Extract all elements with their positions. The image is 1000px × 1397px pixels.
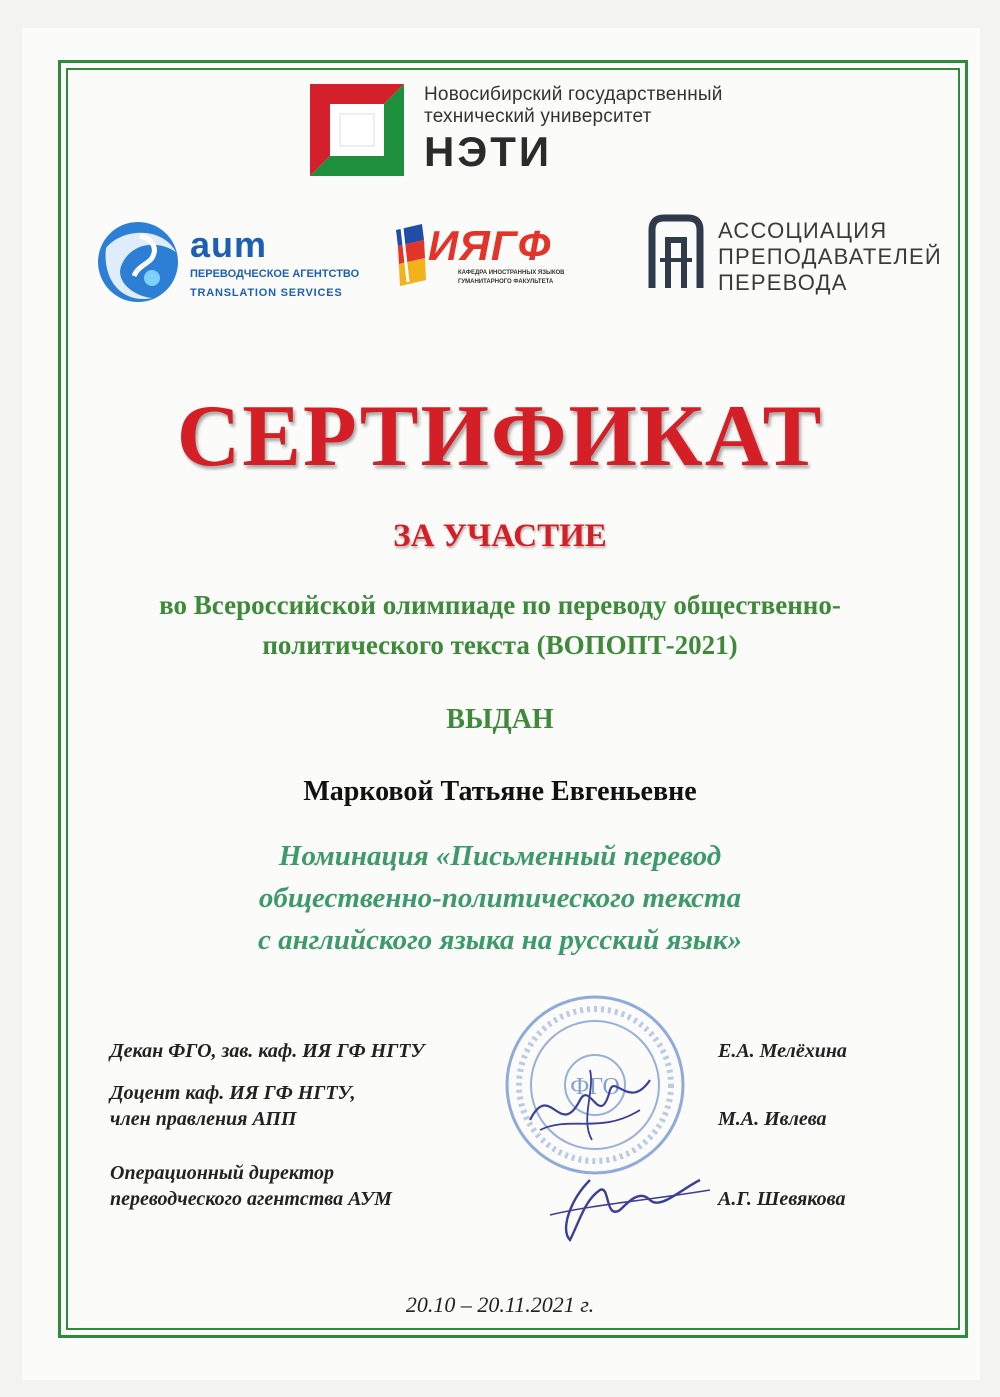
university-name-line1: Новосибирский государственный <box>424 84 723 105</box>
iyagf-brand-name: ИЯГФ <box>428 222 552 269</box>
nomination-line1: Номинация «Письменный перевод <box>278 840 722 872</box>
signature-shevyakova-icon <box>530 1160 720 1250</box>
signature-ivleva-icon <box>520 1060 660 1150</box>
university-abbreviation: НЭТИ <box>424 128 553 175</box>
olympiad-description-line2: политического текста (ВОПОПТ-2021) <box>262 630 738 660</box>
signatory-2-role-line2: член правления АПП <box>110 1108 297 1130</box>
app-name-line1: АССОЦИАЦИЯ <box>718 218 888 243</box>
nomination-line2: общественно-политического текста <box>258 882 742 914</box>
signatory-2-name: М.А. Ивлева <box>718 1108 827 1130</box>
iyagf-flags-icon <box>392 220 432 290</box>
aum-tagline-en: TRANSLATION SERVICES <box>190 287 343 299</box>
signatory-1-role: Декан ФГО, зав. каф. ИЯ ГФ НГТУ <box>110 1040 425 1062</box>
university-name-line2: технический университет <box>424 106 652 127</box>
issued-label: ВЫДАН <box>446 704 554 735</box>
signatory-2-role-line1: Доцент каф. ИЯ ГФ НГТУ, <box>110 1082 356 1104</box>
iyagf-tagline-line1: КАФЕДРА ИНОСТРАННЫХ ЯЗЫКОВ <box>458 270 565 276</box>
iyagf-tagline-line2: ГУМАНИТАРНОГО ФАКУЛЬТЕТА <box>458 279 554 285</box>
certificate-title: СЕРТИФИКАТ <box>176 388 824 485</box>
olympiad-description-line1: во Всероссийской олимпиаде по переводу общественно- <box>159 590 841 620</box>
stamp-center-text: ФГО <box>570 1074 620 1100</box>
neti-logo-icon <box>310 84 404 176</box>
recipient-name: Марковой Татьяне Евгеньевне <box>303 776 697 807</box>
signatory-3-role-line2: переводческого агентства АУМ <box>110 1188 392 1210</box>
aum-globe-icon <box>92 218 186 306</box>
certificate-subtitle: ЗА УЧАСТИЕ <box>393 518 607 554</box>
aum-tagline-ru: ПЕРЕВОДЧЕСКОЕ АГЕНТСТВО <box>190 268 360 280</box>
signatory-3-role-line1: Операционный директор <box>110 1162 334 1184</box>
app-name-line2: ПРЕПОДАВАТЕЛЕЙ <box>718 244 942 269</box>
aum-brand-name: aum <box>190 224 268 265</box>
nomination-line3: с английского языка на русский язык» <box>257 924 743 956</box>
event-dates: 20.10 – 20.11.2021 г. <box>405 1292 595 1317</box>
signatory-3-name: А.Г. Шевякова <box>718 1188 846 1210</box>
app-association-icon <box>648 214 704 288</box>
app-name-line3: ПЕРЕВОДА <box>718 270 848 295</box>
signatory-1-name: Е.А. Мелёхина <box>718 1040 847 1062</box>
